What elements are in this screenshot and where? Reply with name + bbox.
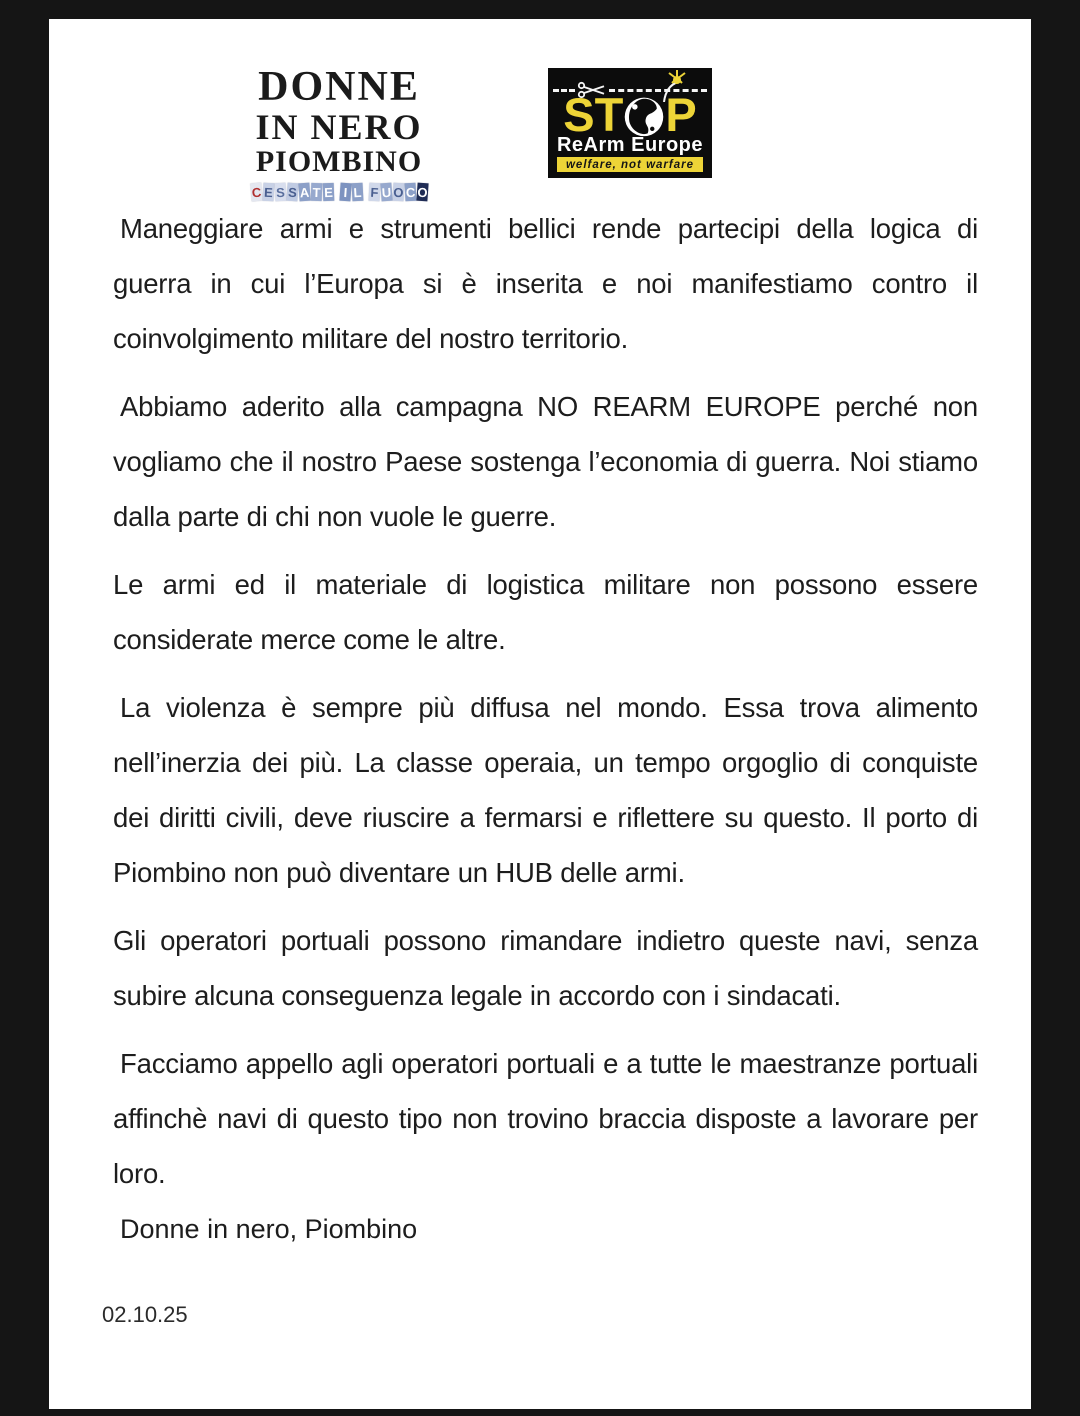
ransom-note: [248, 183, 430, 201]
document-body: [113, 201, 978, 1201]
paragraph: Le armi ed il materiale di logistica militare non possono essere considerate merce come le altre.: [113, 569, 978, 655]
globe-bomb-icon: [622, 94, 666, 138]
ransom-letter: O: [416, 184, 428, 200]
paragraph: La violenza è sempre più diffusa nel mondo. Essa trova alimento nell’inerzia dei più. La classe operaia, un tempo orgoglio di conquiste dei diritti civili, deve riuscire a fermarsi e riflettere su questo. Il porto di Piombino non può diventare un HUB delle armi.: [113, 692, 978, 888]
welfare-tagline: welfare, not warfare: [557, 157, 703, 172]
ransom-letter: O: [392, 184, 404, 200]
ransom-letter: S: [275, 184, 285, 200]
ransom-letter: T: [311, 184, 321, 200]
logo-line-donne: DONNE: [258, 64, 420, 110]
document-page: [49, 19, 1031, 1409]
stop-text-right: P: [665, 88, 697, 141]
document-footer: [102, 1214, 978, 1328]
stop-text-left: ST: [563, 88, 624, 141]
paragraph: Maneggiare armi e strumenti bellici rende partecipi della logica di guerra in cui l’Europa si è inserita e noi manifestiamo contro il coinvolgimento militare del nostro territorio.: [113, 213, 978, 354]
logo-row: [49, 64, 1031, 200]
ransom-letter: L: [352, 184, 362, 200]
rearm-europe-label: ReArm Europe: [556, 134, 704, 156]
spark-icon: [666, 69, 688, 89]
ransom-letter: C: [250, 184, 262, 200]
paragraph: Gli operatori portuali possono rimandare indietro queste navi, senza subire alcuna conseguenza legale in accordo con i sindacati.: [113, 925, 978, 1011]
ransom-letter: U: [380, 184, 392, 200]
ransom-space: [364, 183, 368, 201]
logo-line-in-nero: IN NERO: [255, 107, 423, 147]
ransom-letter: E: [263, 184, 273, 200]
ransom-letter: I: [339, 183, 351, 202]
stop-wordmark: [548, 88, 712, 141]
signature-line: Donne in nero, Piombino: [120, 1214, 418, 1244]
ransom-space: [335, 183, 339, 201]
paragraph: Abbiamo aderito alla campagna NO REARM EUROPE perché non vogliamo che il nostro Paese sostenga l’economia di guerra. Noi stiamo dalla parte di chi non vuole le guerre.: [113, 391, 978, 532]
ransom-letter: E: [323, 184, 333, 200]
stop-rearm-europe-logo: [548, 68, 712, 178]
donne-in-nero-logo: [248, 66, 430, 201]
ransom-letter: A: [298, 184, 310, 200]
ransom-letter: S: [287, 184, 297, 200]
ransom-letter: F: [369, 184, 379, 200]
ransom-letter: C: [404, 184, 416, 200]
paragraph: Facciamo appello agli operatori portuali e a tutte le maestranze portuali affinchè navi di questo tipo non trovino braccia disposte a lavorare per loro.: [113, 1048, 978, 1189]
document-date: 02.10.25: [102, 1302, 188, 1327]
logo-line-piombino: PIOMBINO: [255, 145, 423, 178]
